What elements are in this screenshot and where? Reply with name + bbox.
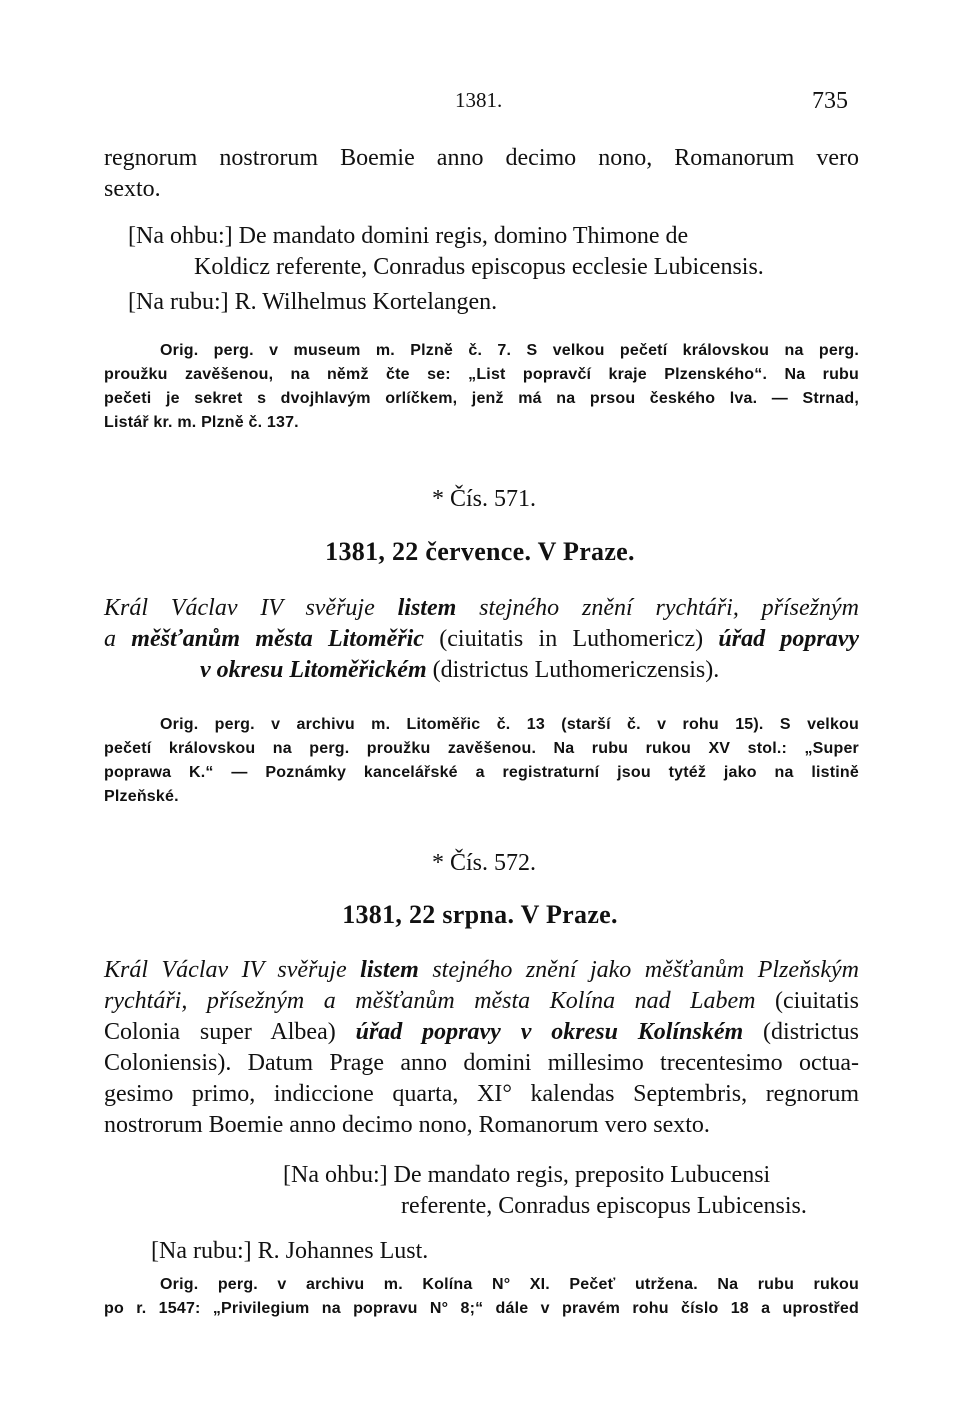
regest (104, 955, 859, 1141)
regest-line (104, 624, 859, 655)
note-line: Orig. perg. v archivu m. Kolína N° XI. Pečeť utržena. Na rubu rukou (160, 1276, 859, 1293)
text-line: Koldicz referente, Conradus episcopus ecclesie Lubicensis. (194, 254, 764, 280)
note-line: poprawa K.“ — Poznámky kancelářské a registraturní jsou tytéž jako na listině (104, 764, 859, 781)
note-line: pečetí královskou na perg. proužku zavěšenou. Na rubu rukou XV stol.: „Super (104, 740, 859, 757)
regest-latin: (ciuitatis in Luthomericz) (439, 626, 704, 652)
source-note (104, 1273, 859, 1321)
regest-line (104, 1017, 859, 1048)
continuation-text (104, 143, 859, 205)
text-line: [Na ohbu:] De mandato domini regis, domino Thimone de (128, 223, 689, 249)
regest-bold-italic: měšťanům města Litoměřic (131, 626, 424, 652)
dorsal-endorsement (151, 1236, 428, 1267)
regest-italic: Král Václav IV svěřuje (104, 957, 347, 983)
regest-italic: a (104, 626, 116, 652)
regest-latin: (districtus (763, 1019, 860, 1045)
document-date: 1381, 22 srpna. V Praze. (342, 900, 618, 929)
text-line: Coloniensis). Datum Prage anno domini millesimo trecentesimo octua- (104, 1050, 859, 1076)
text-line: referente, Conradus episcopus Lubicensis. (401, 1193, 807, 1219)
regest-bold-italic: listem (360, 957, 419, 983)
regest-bold-italic: úřad popravy (718, 626, 860, 652)
fold-endorsement (128, 221, 859, 283)
document-number: * Čís. 571. (431, 486, 536, 512)
regest-bold-italic: v okresu Litoměřickém (200, 657, 427, 683)
text-line: [Na rubu:] R. Johannes Lust. (151, 1238, 429, 1264)
dorsal-endorsement (128, 287, 497, 318)
source-note (104, 339, 859, 435)
page-number: 735 (812, 88, 848, 114)
regest-line (104, 986, 859, 1017)
fold-endorsement (283, 1160, 859, 1222)
note-line: Plzeňské. (104, 788, 179, 805)
regest-bold-italic: úřad popravy v okresu Kolínském (355, 1019, 744, 1045)
note-line: Listář kr. m. Plzně č. 137. (104, 414, 299, 431)
regest (104, 593, 859, 686)
regest-line (104, 593, 859, 624)
regest-italic: stejného znění rychtáři, přísežným (479, 595, 859, 621)
note-line: proužku zavěšenou, na němž čte se: „List popravčí kraje Plzenského“. Na rubu (104, 366, 859, 383)
text-line: gesimo primo, indiccione quarta, XI° kalendas Septembris, regnorum (104, 1081, 859, 1107)
note-line: po r. 1547: „Privilegium na popravu N° 8;“ dále v pravém rohu číslo 18 a uprostřed (104, 1300, 859, 1317)
regest-line (104, 955, 859, 986)
text-line: [Na ohbu:] De mandato regis, preposito Lubucensi (283, 1162, 771, 1188)
note-line: Orig. perg. v archivu m. Litoměřic č. 13 (starší č. v rohu 15). S velkou (160, 716, 859, 733)
regest-italic: Král Václav IV svěřuje (104, 595, 375, 621)
regest-italic: rychtáři, přísežným a měšťanům města Kolína nad Labem (104, 988, 756, 1014)
document-number: * Čís. 572. (431, 850, 536, 876)
regest-italic: stejného znění jako měšťanům Plzeňským (432, 957, 859, 983)
text-line: nostrorum Boemie anno decimo nono, Romanorum vero sexto. (104, 1112, 710, 1138)
source-note (104, 713, 859, 809)
running-header-year: 1381. (455, 88, 503, 112)
regest-line (104, 655, 859, 686)
regest-bold-italic: listem (397, 595, 457, 621)
running-header (0, 88, 960, 118)
text-line: sexto. (104, 176, 161, 202)
note-line: pečeti je sekret s dvojhlavým orlíčkem, jenž má na prsou českého lva. — Strnad, (104, 390, 859, 407)
regest-latin: Colonia super Albea) (104, 1019, 336, 1045)
document-date: 1381, 22 července. V Praze. (325, 537, 635, 566)
text-line: [Na rubu:] R. Wilhelmus Kortelangen. (128, 289, 498, 315)
regest-latin: (districtus Luthomericzensis). (432, 657, 720, 683)
note-line: Orig. perg. v museum m. Plzně č. 7. S velkou pečetí královskou na perg. (160, 342, 859, 359)
text-line: regnorum nostrorum Boemie anno decimo nono, Romanorum vero (104, 145, 859, 171)
regest-latin: (ciuitatis (775, 988, 860, 1014)
